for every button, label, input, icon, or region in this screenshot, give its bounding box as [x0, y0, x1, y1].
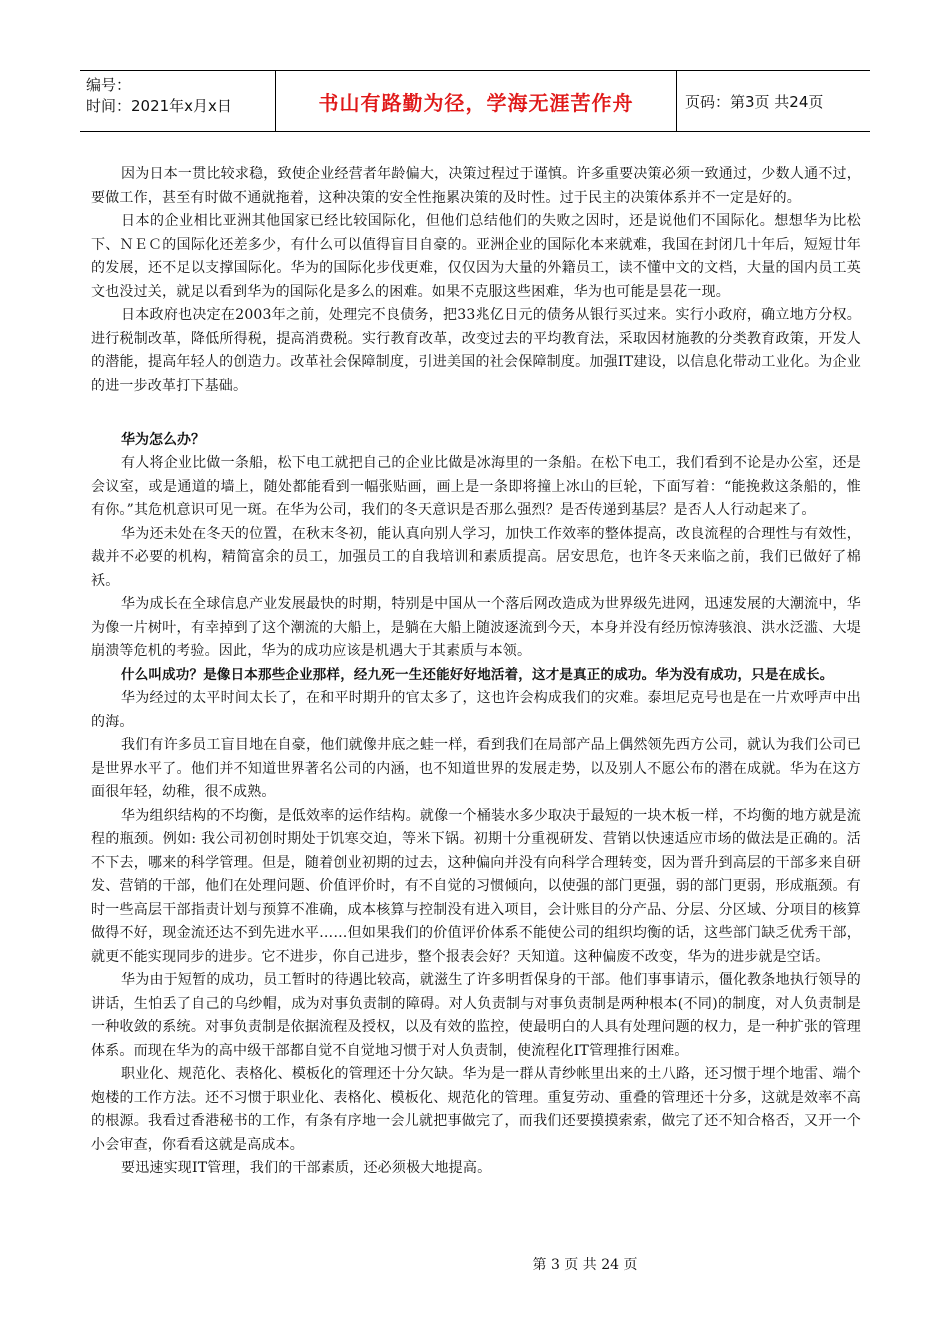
header-time: 时间：2021年x月x日 — [86, 97, 232, 115]
paragraph: 华为由于短暂的成功，员工暂时的待遇比较高，就滋生了许多明哲保身的干部。他们事事请示，僵化教条地执行领导的讲话，生怕丢了自己的乌纱帽，成为对事负责制的障碍。对人负责制与对事负责制是两种根本(不同)的制度，对人负责制是一种收敛的系统。对事负责制是依据流程及授权，以及有效的监控，使最明白的人具有处理问题的权力，是一种扩张的管理体系。而现在华为的高中级干部都自觉不自觉地习惯于对人负责制，使流程化IT管理推行困难。 — [91, 972, 861, 1059]
header-meta — [80, 71, 276, 131]
paragraph: 我们有许多员工盲目地在自豪，他们就像井底之蛙一样，看到我们在局部产品上偶然领先西方公司，就认为我们公司已是世界水平了。他们并不知道世界著名公司的内涵，也不知道世界的发展走势，以及别人不愿公布的潜在成就。华为在这方面很年轻，幼稚，很不成熟。 — [91, 737, 861, 800]
paragraph: 要迅速实现IT管理，我们的干部素质，还必须极大地提高。 — [121, 1160, 492, 1176]
document-body — [91, 163, 861, 1181]
paragraph: 有人将企业比做一条船，松下电工就把自己的企业比做是冰海里的一条船。在松下电工，我们看到不论是办公室，还是会议室，或是通道的墙上，随处都能看到一幅张贴画，画上是一条即将撞上冰山的巨轮，下面写着：“能挽救这条船的，惟有你。”其危机意识可见一斑。在华为公司，我们的冬天意识是否那么强烈？是否传递到基层？是否人人行动起来了。 — [91, 455, 861, 518]
page-header — [80, 70, 870, 132]
paragraph: 日本的企业相比亚洲其他国家已经比较国际化，但他们总结他们的失败之因时，还是说他们不国际化。想想华为比松下、ＮＥＣ的国际化还差多少，有什么可以值得盲目自豪的。亚洲企业的国际化本来就难，我国在封闭几十年后，短短廿年的发展，还不足以支撑国际化。华为的国际化步伐更难，仅仅因为大量的外籍员工，读不懂中文的文档，大量的国内员工英文也没过关，就足以看到华为的国际化是多么的困难。如果不克服这些困难，华为也可能是昙花一现。 — [91, 213, 861, 300]
paragraph: 华为成长在全球信息产业发展最快的时期，特别是中国从一个落后网改造成为世界级先进网，迅速发展的大潮流中，华为像一片树叶，有幸掉到了这个潮流的大船上，是躺在大船上随波逐流到今天，本身并没有经历惊涛骇浪、洪水泛滥、大堤崩溃等危机的考验。因此，华为的成功应该是机遇大于其素质与本领。 — [91, 596, 861, 659]
header-page-number: 页码：第3页 共24页 — [685, 92, 824, 111]
page-footer: 第 3 页 共 24 页 — [532, 1257, 638, 1273]
paragraph: 华为经过的太平时间太长了，在和平时期升的官太多了，这也许会构成我们的灾难。泰坦尼克号也是在一片欢呼声中出的海。 — [91, 690, 861, 730]
paragraph: 职业化、规范化、表格化、模板化的管理还十分欠缺。华为是一群从青纱帐里出来的土八路，还习惯于埋个地雷、端个炮楼的工作方法。还不习惯于职业化、表格化、模板化、规范化的管理。重复劳动、重叠的管理还十分多，这就是效率不高的根源。我看过香港秘书的工作，有条有序地一会儿就把事做完了，而我们还要摸摸索索，做完了还不知合格否，又开一个小会审查，你看看这就是高成本。 — [91, 1066, 861, 1153]
paragraph: 华为还未处在冬天的位置，在秋末冬初，能认真向别人学习，加快工作效率的整体提高，改良流程的合理性与有效性，裁并不必要的机构，精简富余的员工，加强员工的自我培训和素质提高。居安思危，也许冬天来临之前，我们已做好了棉袄。 — [91, 525, 861, 589]
paragraph: 因为日本一贯比较求稳，致使企业经营者年龄偏大，决策过程过于谨慎。许多重要决策必须一致通过，少数人通不过，要做工作，甚至有时做不通就拖着，这种决策的安全性拖累决策的及时性。过于民主的决策体系并不一定是好的。 — [91, 166, 861, 206]
paragraph: 华为组织结构的不均衡，是低效率的运作结构。就像一个桶装水多少取决于最短的一块木板一样，不均衡的地方就是流程的瓶颈。例如: 我公司初创时期处于饥寒交迫，等米下锅。初期十分重视研发、营销以快速适应市场的做法是正确的。活不下去，哪来的科学管理。但是，随着创业初期的过去，这种偏向并没有向科学合理转变，因为晋升到高层的干部多来自研发、营销的干部，他们在处理问题、价值评价时，有不自觉的习惯倾向，以使强的部门更强，弱的部门更弱，形成瓶颈。有时一些高层干部指责计划与预算不准确，成本核算与控制没有进入项目，会计账目的分产品、分层、分区域、分项目的核算做得不好，现金流还达不到先进水平……但如果我们的价值评价体系不能使公司的组织均衡的话，这些部门缺乏优秀干部，就更不能实现同步的进步。它不进步，你自己进步，整个报表会好？天知道。这种偏废不改变，华为的进步就是空话。 — [91, 807, 861, 965]
header-motto: 书山有路勤为径，学海无涯苦作舟 — [276, 71, 677, 131]
header-number: 编号： — [86, 76, 132, 94]
paragraph: 日本政府也决定在2003年之前，处理完不良债务，把33兆亿日元的债务从银行买过来。实行小政府，确立地方分权。进行税制改革，降低所得税，提高消费税。实行教育改革，改变过去的平均教育法，采取因材施教的分类教育政策，开发人的潜能，提高年轻人的创造力。改革社会保障制度，引进美国的社会保障制度。加强IT建设，以信息化带动工业化。为企业的进一步改革打下基础。 — [91, 307, 861, 394]
bold-paragraph: 什么叫成功？是像日本那些企业那样，经九死一生还能好好地活着，这才是真正的成功。华为没有成功，只是在成长。 — [121, 666, 834, 683]
section-heading: 华为怎么办？ — [121, 432, 205, 448]
